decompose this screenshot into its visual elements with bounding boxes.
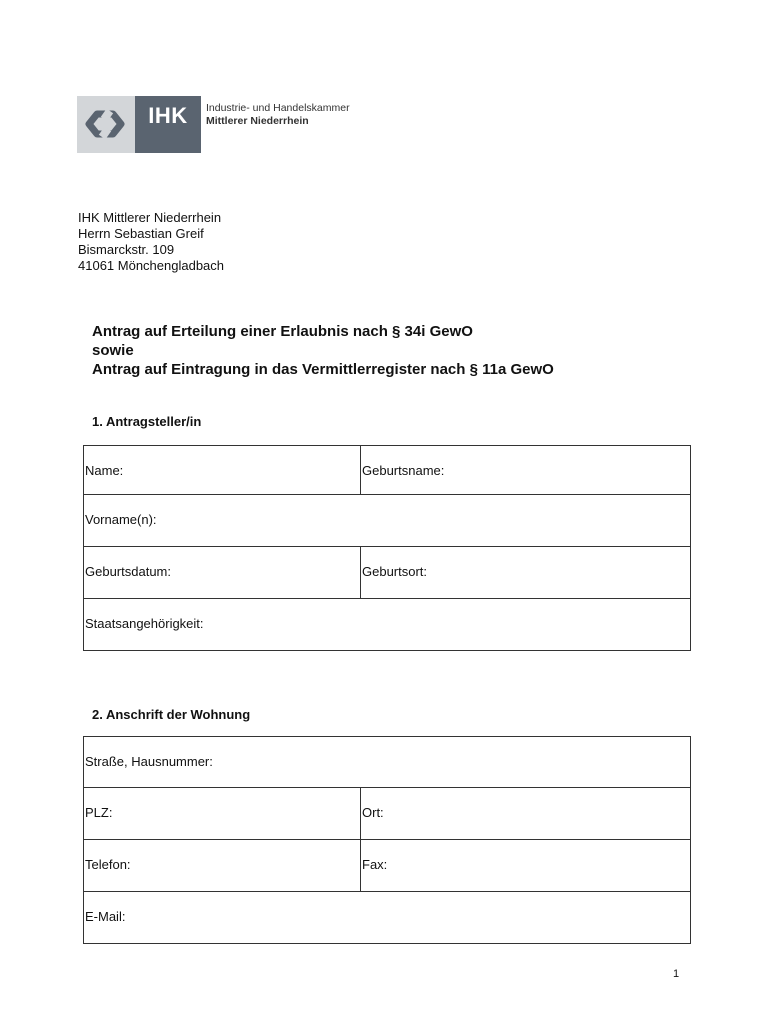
label-first-names: Vorname(n): — [85, 512, 157, 527]
logo-org-line1: Industrie- und Handelskammer — [206, 102, 350, 114]
title-line2: sowie — [92, 342, 134, 359]
document-title — [92, 322, 554, 379]
recipient-address — [78, 210, 224, 274]
address-street: Bismarckstr. 109 — [78, 242, 175, 257]
label-birth-date: Geburtsdatum: — [85, 564, 171, 579]
field-birth-place[interactable] — [361, 547, 691, 599]
label-name: Name: — [85, 463, 124, 478]
address-person: Herrn Sebastian Greif — [78, 226, 204, 241]
field-birth-date[interactable] — [84, 547, 361, 599]
label-birth-place: Geburtsort: — [362, 564, 428, 579]
title-line1: Antrag auf Erteilung einer Erlaubnis nach § 34i GewO — [92, 323, 473, 340]
title-line3: Antrag auf Eintragung in das Vermittlerregister nach § 11a GewO — [92, 361, 554, 378]
label-street: Straße, Hausnummer: — [85, 754, 213, 769]
ihk-emblem-icon — [77, 96, 135, 153]
field-city[interactable] — [361, 788, 691, 840]
logo-abbr: IHK — [148, 103, 188, 128]
label-fax: Fax: — [362, 857, 388, 872]
label-zip: PLZ: — [85, 805, 113, 820]
label-phone: Telefon: — [85, 857, 131, 872]
label-nationality: Staatsangehörigkeit: — [85, 616, 204, 631]
logo-org-line2: Mittlerer Niederrhein — [206, 115, 309, 127]
section1-heading: 1. Antragsteller/in — [92, 414, 202, 429]
field-nationality[interactable] — [84, 599, 691, 651]
field-birth-name[interactable] — [361, 446, 691, 495]
logo-abbr-box — [135, 96, 201, 153]
field-phone[interactable] — [84, 840, 361, 892]
label-birth-name: Geburtsname: — [362, 463, 445, 478]
field-zip[interactable] — [84, 788, 361, 840]
field-fax[interactable] — [361, 840, 691, 892]
address-city: 41061 Mönchengladbach — [78, 258, 225, 273]
label-email: E-Mail: — [85, 909, 126, 924]
address-org: IHK Mittlerer Niederrhein — [78, 210, 222, 225]
field-name[interactable] — [84, 446, 361, 495]
ihk-logo — [77, 96, 352, 153]
field-email[interactable] — [84, 892, 691, 944]
field-street[interactable] — [84, 737, 691, 788]
field-first-names[interactable] — [84, 495, 691, 547]
residence-address-table — [83, 736, 691, 944]
label-city: Ort: — [362, 805, 384, 820]
applicant-table — [83, 445, 691, 651]
page-number: 1 — [673, 968, 680, 980]
section2-heading: 2. Anschrift der Wohnung — [92, 707, 251, 722]
